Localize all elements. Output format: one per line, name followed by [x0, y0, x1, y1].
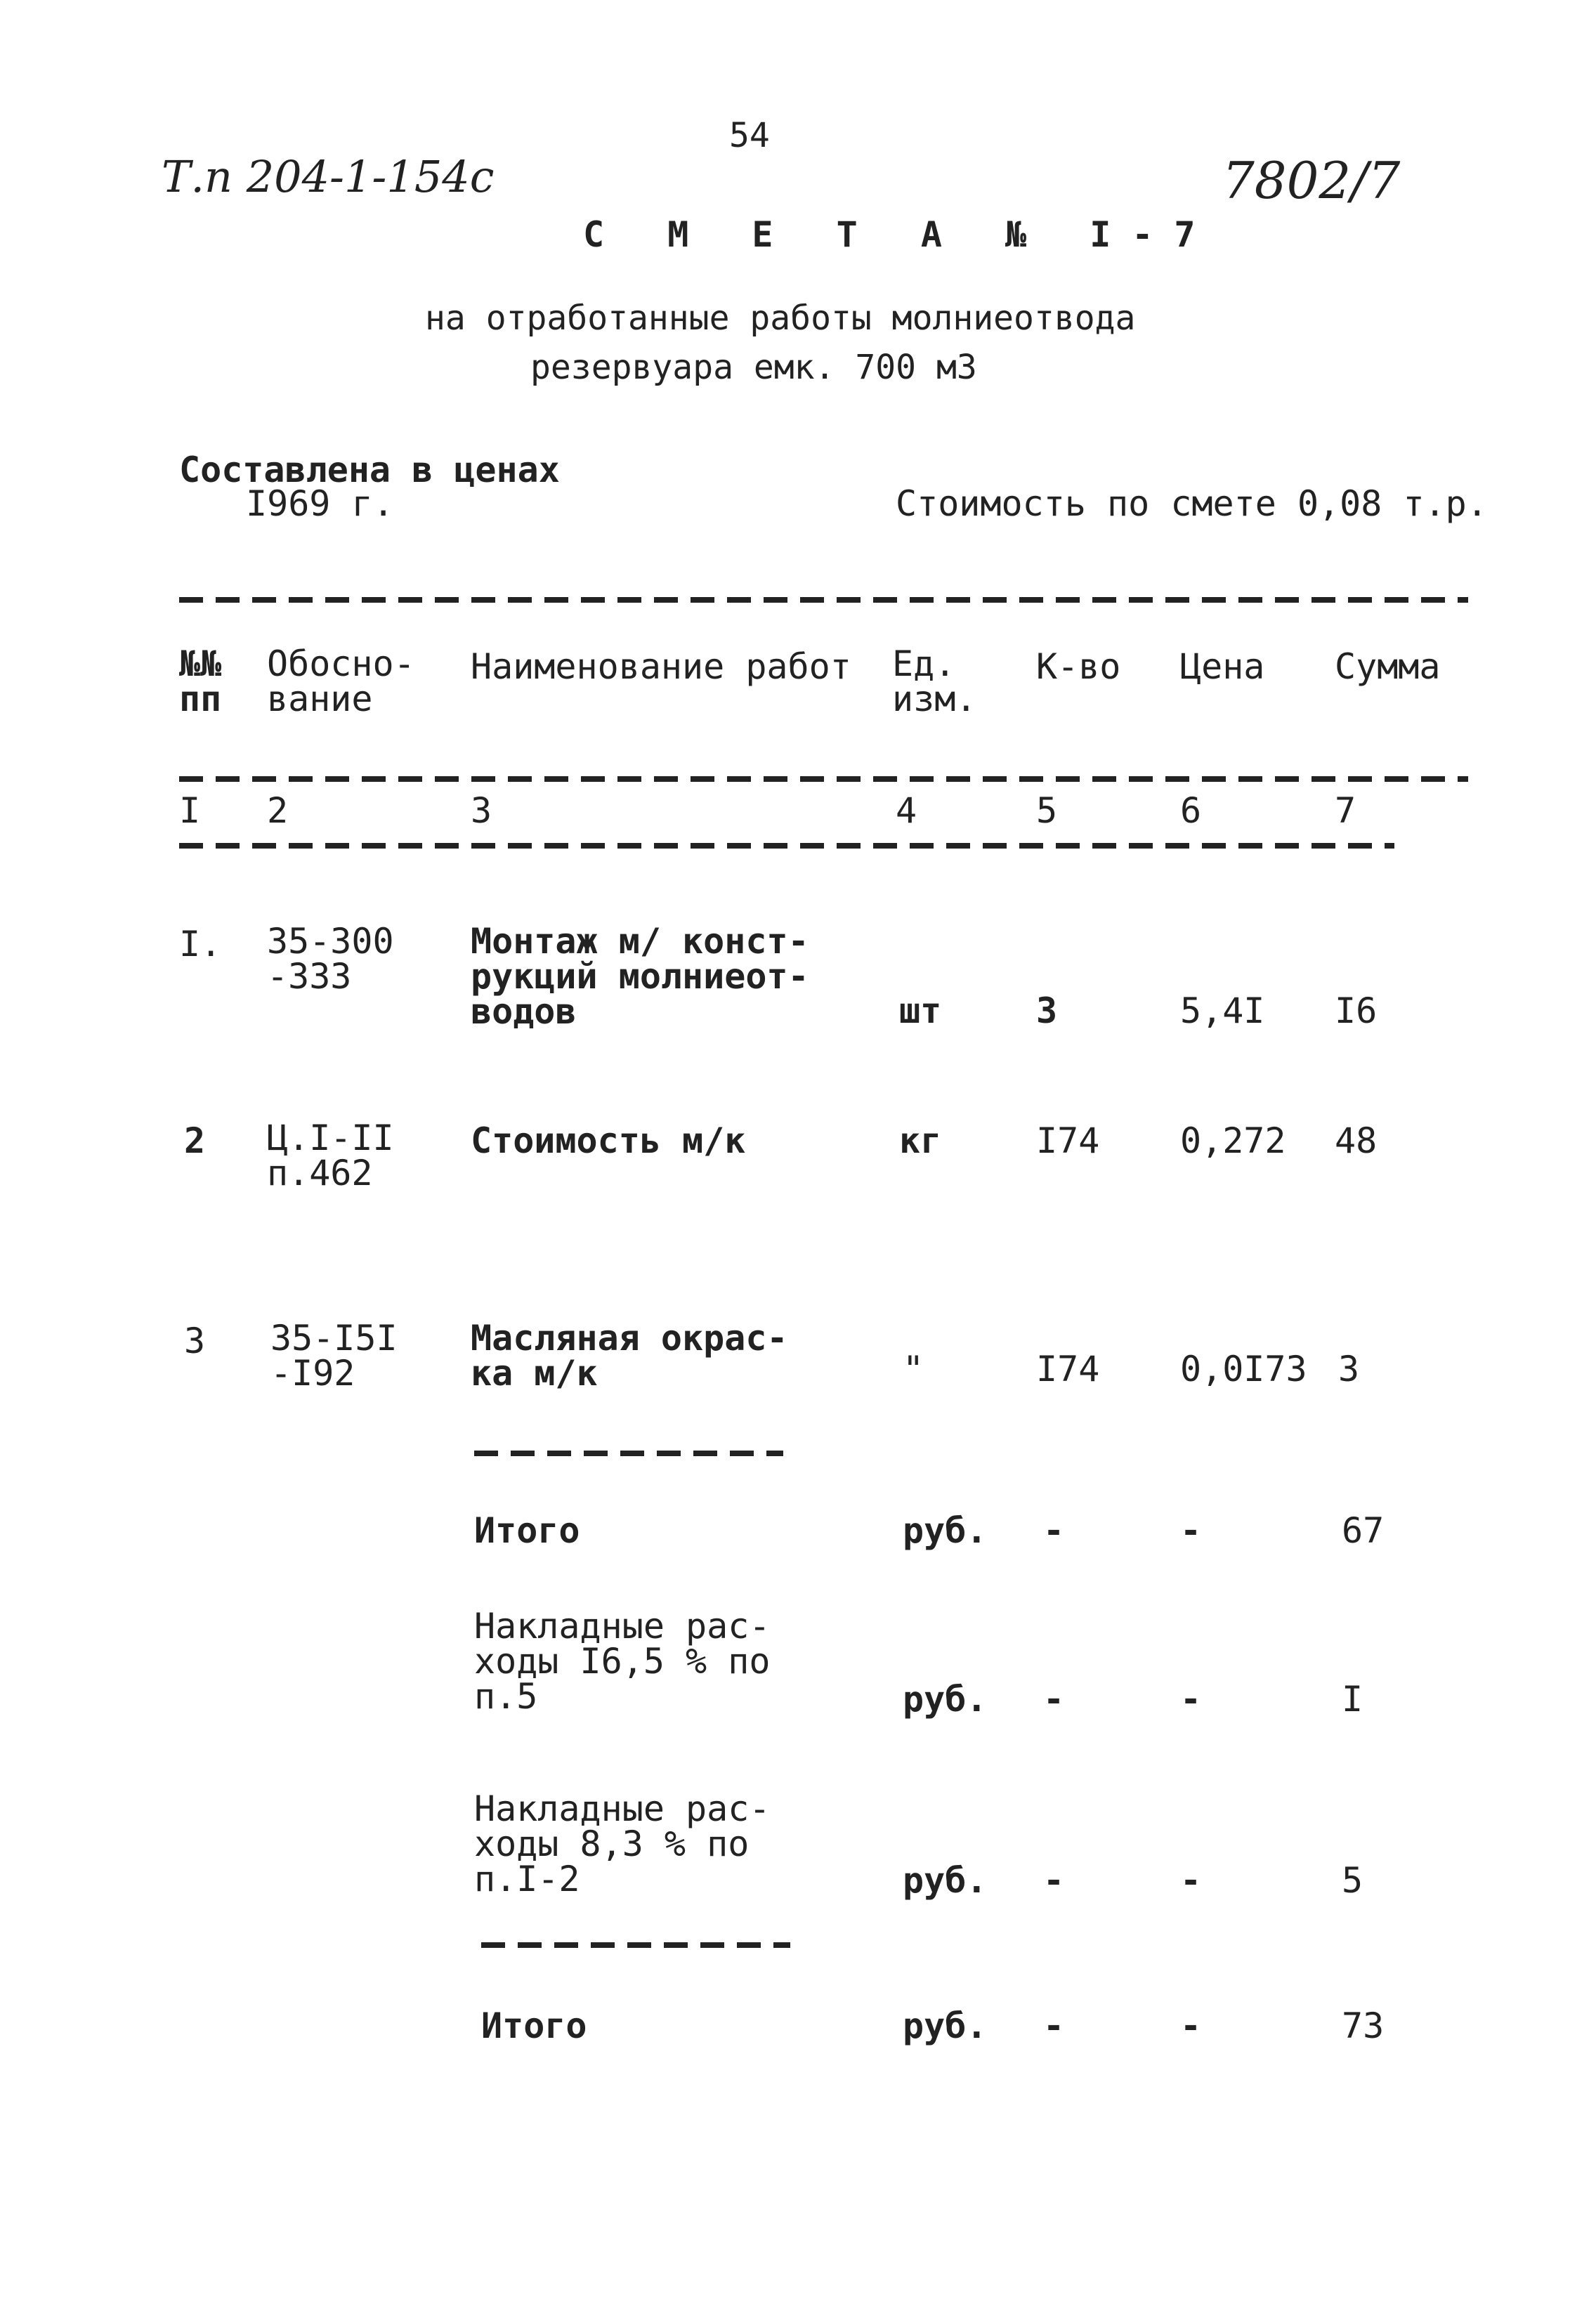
- row-1-qty: 3: [1036, 990, 1058, 1031]
- row-3-name: Масляная окрас- ка м/к: [471, 1318, 788, 1394]
- header-name: Наименование работ: [471, 646, 851, 687]
- total-1-price: -: [1180, 1510, 1202, 1551]
- handwritten-reference: Т.п 204-1-154с: [162, 151, 495, 202]
- total-1-sum: 67: [1342, 1510, 1385, 1551]
- col-number-2: 2: [267, 790, 289, 831]
- header-unit: Ед. изм.: [892, 643, 977, 719]
- estimate-cost: Стоимость по смете 0,08 т.р.: [896, 483, 1488, 524]
- compiled-year: I969 г.: [246, 483, 394, 524]
- total-3-unit: руб.: [903, 1860, 988, 1901]
- col-number-5: 5: [1036, 790, 1058, 831]
- total-1-qty: -: [1043, 1510, 1065, 1551]
- row-2-sum: 48: [1335, 1120, 1378, 1161]
- col-number-4: 4: [896, 790, 917, 831]
- total-3-qty: -: [1043, 1860, 1065, 1901]
- header-price: Цена: [1180, 646, 1265, 687]
- page-number: 54: [729, 116, 770, 155]
- header-basis: Обосно- вание: [267, 643, 415, 719]
- row-3-sum: 3: [1338, 1349, 1360, 1389]
- total-2-qty: -: [1043, 1679, 1065, 1720]
- document-title: С М Е Т А № I-7: [583, 214, 1217, 255]
- total-1-name: Итого: [474, 1510, 580, 1551]
- header-num: №№ пп: [179, 643, 222, 719]
- row-2-num: 2: [184, 1120, 206, 1161]
- row-1-sum: I6: [1335, 990, 1378, 1031]
- row-1-name: Монтаж м/ конст- рукций молниеот- водов: [471, 921, 809, 1032]
- row-3-qty: I74: [1036, 1349, 1100, 1389]
- subtitle-line-1: на отработанные работы молниеотвода: [425, 299, 1136, 338]
- total-4-price: -: [1180, 2005, 1202, 2046]
- row-2-qty: I74: [1036, 1120, 1100, 1161]
- row-1-unit: шт: [899, 990, 942, 1031]
- handwritten-number: 7802/7: [1222, 151, 1401, 210]
- row-1-basis: 35-300 -333: [267, 921, 394, 997]
- row-3-price: 0,0I73: [1180, 1349, 1307, 1389]
- table-top-rule: [179, 597, 1468, 603]
- col-number-1: I: [179, 790, 201, 831]
- row-2-basis: Ц.I-II п.462: [267, 1118, 394, 1193]
- col-number-6: 6: [1180, 790, 1202, 831]
- subtotal-rule: [474, 1451, 783, 1456]
- row-3-num: 3: [184, 1321, 206, 1361]
- column-numbers-rule: [179, 843, 1394, 849]
- total-4-sum: 73: [1342, 2005, 1385, 2046]
- total-4-name: Итого: [481, 2005, 587, 2046]
- total-3-price: -: [1180, 1860, 1202, 1901]
- final-total-rule: [481, 1942, 790, 1948]
- row-1-price: 5,4I: [1180, 990, 1265, 1031]
- col-number-7: 7: [1335, 790, 1356, 831]
- col-number-3: 3: [471, 790, 492, 831]
- total-2-sum: I: [1342, 1679, 1363, 1720]
- compiled-label: Составлена в ценах: [179, 450, 560, 490]
- header-bottom-rule: [179, 776, 1468, 782]
- subtitle-line-2: резервуара емк. 700 м3: [530, 348, 977, 387]
- row-2-price: 0,272: [1180, 1120, 1286, 1161]
- row-2-unit: кг: [899, 1120, 942, 1161]
- row-3-unit: ": [903, 1349, 924, 1389]
- total-2-unit: руб.: [903, 1679, 988, 1720]
- row-1-num: I.: [179, 924, 222, 964]
- total-3-name: Накладные рас- ходы 8,3 % по п.I-2: [474, 1788, 771, 1899]
- row-2-name: Стоимость м/к: [471, 1120, 746, 1161]
- total-4-qty: -: [1043, 2005, 1065, 2046]
- total-4-unit: руб.: [903, 2005, 988, 2046]
- total-1-unit: руб.: [903, 1510, 988, 1551]
- header-sum: Сумма: [1335, 646, 1441, 687]
- total-3-sum: 5: [1342, 1860, 1363, 1901]
- total-2-price: -: [1180, 1679, 1202, 1720]
- header-qty: К-во: [1036, 646, 1121, 687]
- total-2-name: Накладные рас- ходы I6,5 % по п.5: [474, 1606, 771, 1717]
- row-3-basis: 35-I5I -I92: [270, 1318, 398, 1394]
